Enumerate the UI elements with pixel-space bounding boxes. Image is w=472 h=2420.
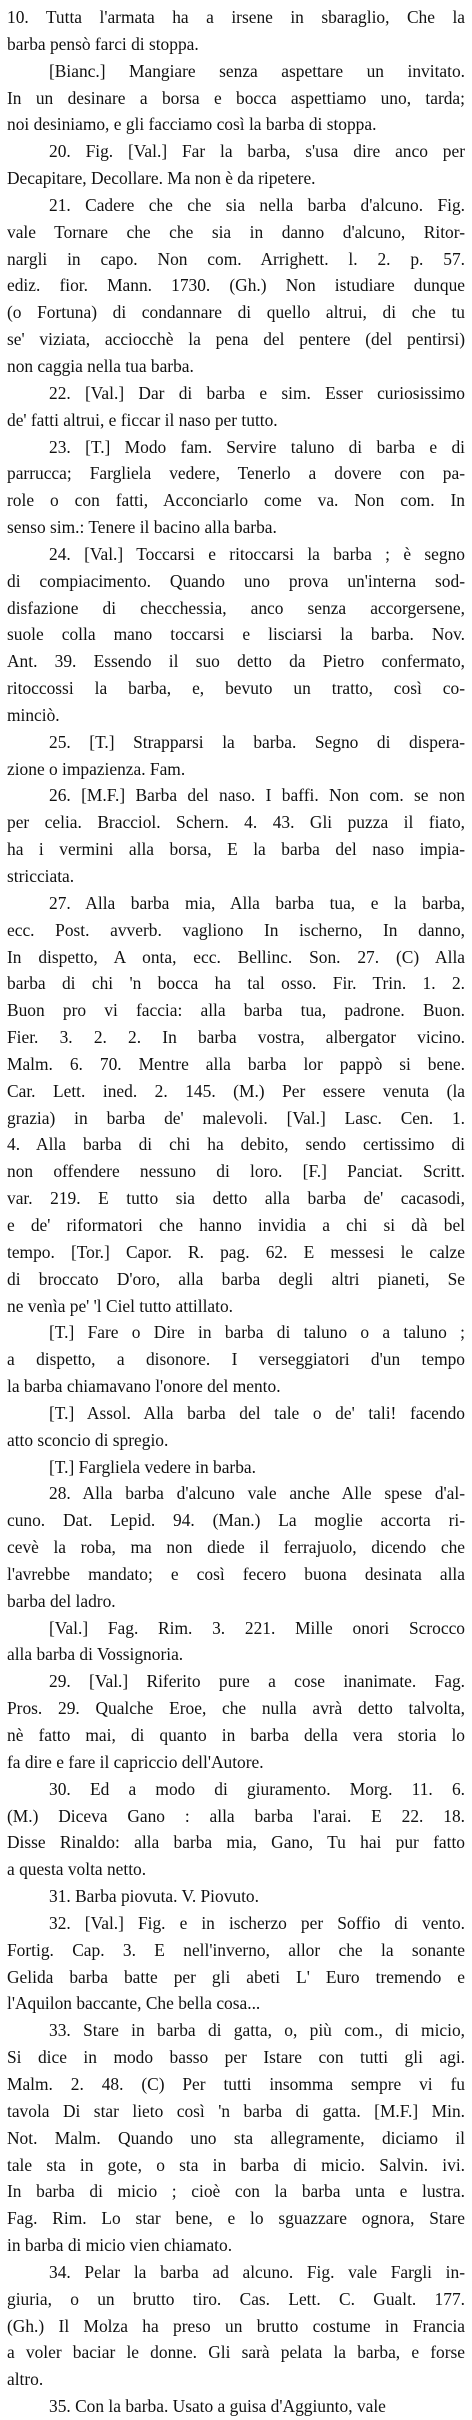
text-line: zione o impazienza. Fam. <box>7 758 186 779</box>
text-line: barba pensò farci di stoppa. <box>7 33 199 54</box>
text-line: suole colla mano toccarsi e lisciarsi la barba. Nov. <box>7 624 465 645</box>
text-line: e de' riformatori che hanno invidia a chi si dà bel <box>7 1214 465 1235</box>
text-line: per celia. Bracciol. Schern. 4. 43. Gli puzza il fiato, <box>7 812 465 833</box>
text-line: nargli in capo. Non com. Arrighett. l. 2. p. 57. <box>7 248 465 269</box>
text-line: Not. Malm. Quando uno sta allegramente, diciamo il <box>7 2127 465 2148</box>
text-line: Malm. 6. 70. Mentre alla barba lor pappò si bene. <box>7 1053 465 1074</box>
text-line: [Val.] Fag. Rim. 3. 221. Mille onori Scrocco <box>49 1617 465 1638</box>
text-line: l'Aquilon baccante, Che bella cosa... <box>7 1993 261 2014</box>
text-line: cevè la roba, ma non diede il ferrajuolo, dicendo che <box>7 1537 465 1558</box>
text-line: altro. <box>7 2369 44 2390</box>
text-line: 35. Con la barba. Usato a guisa d'Aggiunto, vale <box>49 2396 386 2417</box>
text-line: l'avrebbe mandato; e così fecero buona desinata alla <box>7 1563 465 1584</box>
entry-paragraph-p27d <box>7 1454 465 1481</box>
text-line: non offendere nessuno di loro. [F.] Panciat. Scritt. <box>7 1161 465 1182</box>
text-line: role o con fatti, Acconciarlo come va. Non com. In <box>7 490 465 511</box>
text-line: ritoccossi la barba, e, bevuto un tratto, così co- <box>7 678 465 699</box>
entry-paragraph-p10b <box>7 58 465 139</box>
text-line: a dispetto, a disonore. I verseggiatori d'un tempo <box>7 1349 465 1370</box>
text-line: 27. Alla barba mia, Alla barba tua, e la barba, <box>49 892 465 913</box>
text-line: disfazione di checchessia, anco senza accorgersene, <box>7 597 465 618</box>
text-line: 22. [Val.] Dar di barba e sim. Esser curiosissimo <box>49 382 465 403</box>
entry-paragraph-p29 <box>7 1668 465 1775</box>
text-line: 32. [Val.] Fig. e in ischerzo per Soffio di vento. <box>49 1912 465 1933</box>
text-line: senso sim.: Tenere il bacino alla barba. <box>7 517 277 538</box>
text-line: [T.] Fargliela vedere in barba. <box>49 1456 256 1477</box>
text-line: 28. Alla barba d'alcuno vale anche Alle spese d'al- <box>49 1483 465 1504</box>
text-line: noi desiniamo, e gli facciamo così la barba di stoppa. <box>7 114 377 135</box>
text-line: barba di chi 'n bocca ha tal osso. Fir. Trin. 1. 2. <box>7 973 465 994</box>
entry-paragraph-p24 <box>7 541 465 729</box>
text-line: [Bianc.] Mangiare senza aspettare un invitato. <box>49 60 465 81</box>
text-line: (M.) Diceva Gano : alla barba l'arai. E 22. 18. <box>7 1805 465 1826</box>
entry-paragraph-p20 <box>7 138 465 192</box>
text-line: 25. [T.] Strapparsi la barba. Segno di dispera- <box>49 731 465 752</box>
text-line: [T.] Assol. Alla barba del tale o de' tali! facendo <box>49 1402 465 1423</box>
text-line: alla barba di Vossignoria. <box>7 1644 184 1665</box>
text-line: 23. [T.] Modo fam. Servire taluno di barba e di <box>49 436 465 457</box>
text-line: di broccato D'oro, alla barba degli altri pianeti, Se <box>7 1268 465 1289</box>
text-line: Ant. 39. Essendo il suo detto da Pietro confermato, <box>7 651 465 672</box>
entry-paragraph-p33 <box>7 2017 465 2259</box>
text-line: In dispetto, A onta, ecc. Bellinc. Son. 27. (C) Alla <box>7 946 465 967</box>
text-line: grazia) in barba de' malevoli. [Val.] Lasc. Cen. 1. <box>7 1107 465 1128</box>
entry-paragraph-p32 <box>7 1910 465 2017</box>
text-line: var. 219. E tutto sia detto alla barba de' cacasodi, <box>7 1188 465 1209</box>
text-line: barba del ladro. <box>7 1590 116 1611</box>
text-line: se' viziata, acciocchè la pena del pentere (del pentirsi) <box>7 329 465 350</box>
entry-paragraph-p22 <box>7 380 465 434</box>
text-line: 21. Cadere che che sia nella barba d'alcuno. Fig. <box>49 194 465 215</box>
entry-paragraph-p27 <box>7 890 465 1320</box>
text-line: Si dice in modo basso per Istare con tutti gli agi. <box>7 2047 465 2068</box>
text-line: ne venìa pe' 'l Ciel tutto attillato. <box>7 1295 234 1316</box>
entry-paragraph-p27c <box>7 1400 465 1454</box>
entry-paragraph-p28 <box>7 1480 465 1614</box>
text-line: giuria, o un brutto tiro. Cas. Lett. C. Gualt. 177. <box>7 2288 465 2309</box>
text-line: Pros. 29. Qualche Eroe, che nulla avrà detto talvolta, <box>7 1698 465 1719</box>
text-line: a voler baciar le donne. Gli sarà pelata la barba, e forse <box>7 2342 465 2363</box>
text-line: Decapitare, Decollare. Ma non è da ripetere. <box>7 168 316 189</box>
text-line: vale Tornare che che sia in danno d'alcuno, Ritor- <box>7 221 465 242</box>
text-line: 4. Alla barba di chi ha debito, sendo certissimo di <box>7 1134 465 1155</box>
entry-paragraph-p31 <box>7 1883 465 1910</box>
text-line: tale sta in gote, o sta in barba di micio. Salvin. ivi. <box>7 2154 465 2175</box>
text-line: 24. [Val.] Toccarsi e ritoccarsi la barba ; è segno <box>49 543 465 564</box>
text-line: 30. Ed a modo di giuramento. Morg. 11. 6. <box>49 1778 465 1799</box>
text-line: Malm. 2. 48. (C) Per tutti insomma sempre vi fu <box>7 2073 465 2094</box>
text-line: parrucca; Fargliela vedere, Tenerlo a dovere con pa- <box>7 463 465 484</box>
text-line: de' fatti altrui, e ficcar il naso per tutto. <box>7 409 278 430</box>
text-line: In un desinare a borsa e bocca aspettiamo uno, tarda; <box>7 87 465 108</box>
text-line: 34. Pelar la barba ad alcuno. Fig. vale Fargli in- <box>49 2261 465 2282</box>
text-line: fa dire e fare il capriccio dell'Autore. <box>7 1751 264 1772</box>
text-line: a questa volta netto. <box>7 1859 147 1880</box>
text-line: 26. [M.F.] Barba del naso. I baffi. Non com. se non <box>49 785 465 806</box>
text-line: 31. Barba piovuta. V. Piovuto. <box>49 1886 259 1907</box>
text-line: Fortig. Cap. 3. E nell'inverno, allor che la sonante <box>7 1939 465 1960</box>
text-line: ha i vermini alla borsa, E la barba del naso impia- <box>7 839 465 860</box>
text-line: stricciata. <box>7 866 75 886</box>
text-line: [T.] Fare o Dire in barba di taluno o a taluno ; <box>49 1322 465 1343</box>
text-line: Fier. 3. 2. 2. In barba vostra, albergator vicino. <box>7 1027 465 1048</box>
text-line: ecc. Post. avverb. vagliono In ischerno, In danno, <box>7 919 465 940</box>
text-line: non caggia nella tua barba. <box>7 355 194 376</box>
entry-paragraph-p26 <box>7 782 465 889</box>
entry-paragraph-p35 <box>7 2393 465 2420</box>
text-line: in barba di micio vien chiamato. <box>7 2235 233 2256</box>
text-line: Fag. Rim. Lo star bene, e lo sguazzare ognora, Stare <box>7 2208 465 2229</box>
text-line: 33. Stare in barba di gatta, o, più com., di micio, <box>49 2020 465 2041</box>
text-line: (Gh.) Il Molza ha preso un brutto costume in Francia <box>7 2315 465 2336</box>
text-line: (o Fortuna) di condannare di quello altrui, di che tu <box>7 302 465 323</box>
text-line: di compiacimento. Quando uno prova un'interna sod- <box>7 570 465 591</box>
entry-paragraph-p34 <box>7 2259 465 2393</box>
text-line: minciò. <box>7 704 60 725</box>
text-line: atto sconcio di spregio. <box>7 1429 169 1450</box>
text-line: Gelida barba batte per gli abeti L' Euro tremendo e <box>7 1966 465 1987</box>
text-line: la barba chiamavano l'onore del mento. <box>7 1376 281 1397</box>
entry-paragraph-p27b <box>7 1319 465 1400</box>
text-line: Disse Rinaldo: alla barba mia, Gano, Tu hai pur fatto <box>7 1832 465 1853</box>
text-line: 10. Tutta l'armata ha a irsene in sbaraglio, Che la <box>7 7 465 27</box>
text-line: cuno. Dat. Lepid. 94. (Man.) La moglie accorta ri- <box>7 1510 465 1531</box>
text-line: 29. [Val.] Riferito pure a cose inanimate. Fag. <box>49 1671 465 1692</box>
entry-paragraph-p28b <box>7 1615 465 1669</box>
text-line: tavola Di star lieto così 'n barba di gatta. [M.F.] Min. <box>7 2100 465 2121</box>
text-line: 20. Fig. [Val.] Far la barba, s'usa dire anco per <box>49 141 465 162</box>
text-line: Buon pro vi faccia: alla barba tua, padrone. Buon. <box>7 1000 465 1021</box>
text-line: Car. Lett. ined. 2. 145. (M.) Per essere venuta (la <box>7 1080 465 1101</box>
text-line: tempo. [Tor.] Capor. R. pag. 62. E messesi le calze <box>7 1241 465 1262</box>
entry-paragraph-p21 <box>7 192 465 380</box>
text-line: nè fatto mai, di quanto in barba della vera storia lo <box>7 1725 465 1745</box>
entry-paragraph-p10 <box>7 4 465 58</box>
entry-paragraph-p23 <box>7 434 465 541</box>
entry-paragraph-p25 <box>7 729 465 783</box>
text-line: ediz. fior. Mann. 1730. (Gh.) Non istudiare dunque <box>7 275 465 296</box>
entry-paragraph-p30 <box>7 1776 465 1883</box>
text-line: In barba di micio ; cioè con la barba unta e lustra. <box>7 2181 465 2202</box>
